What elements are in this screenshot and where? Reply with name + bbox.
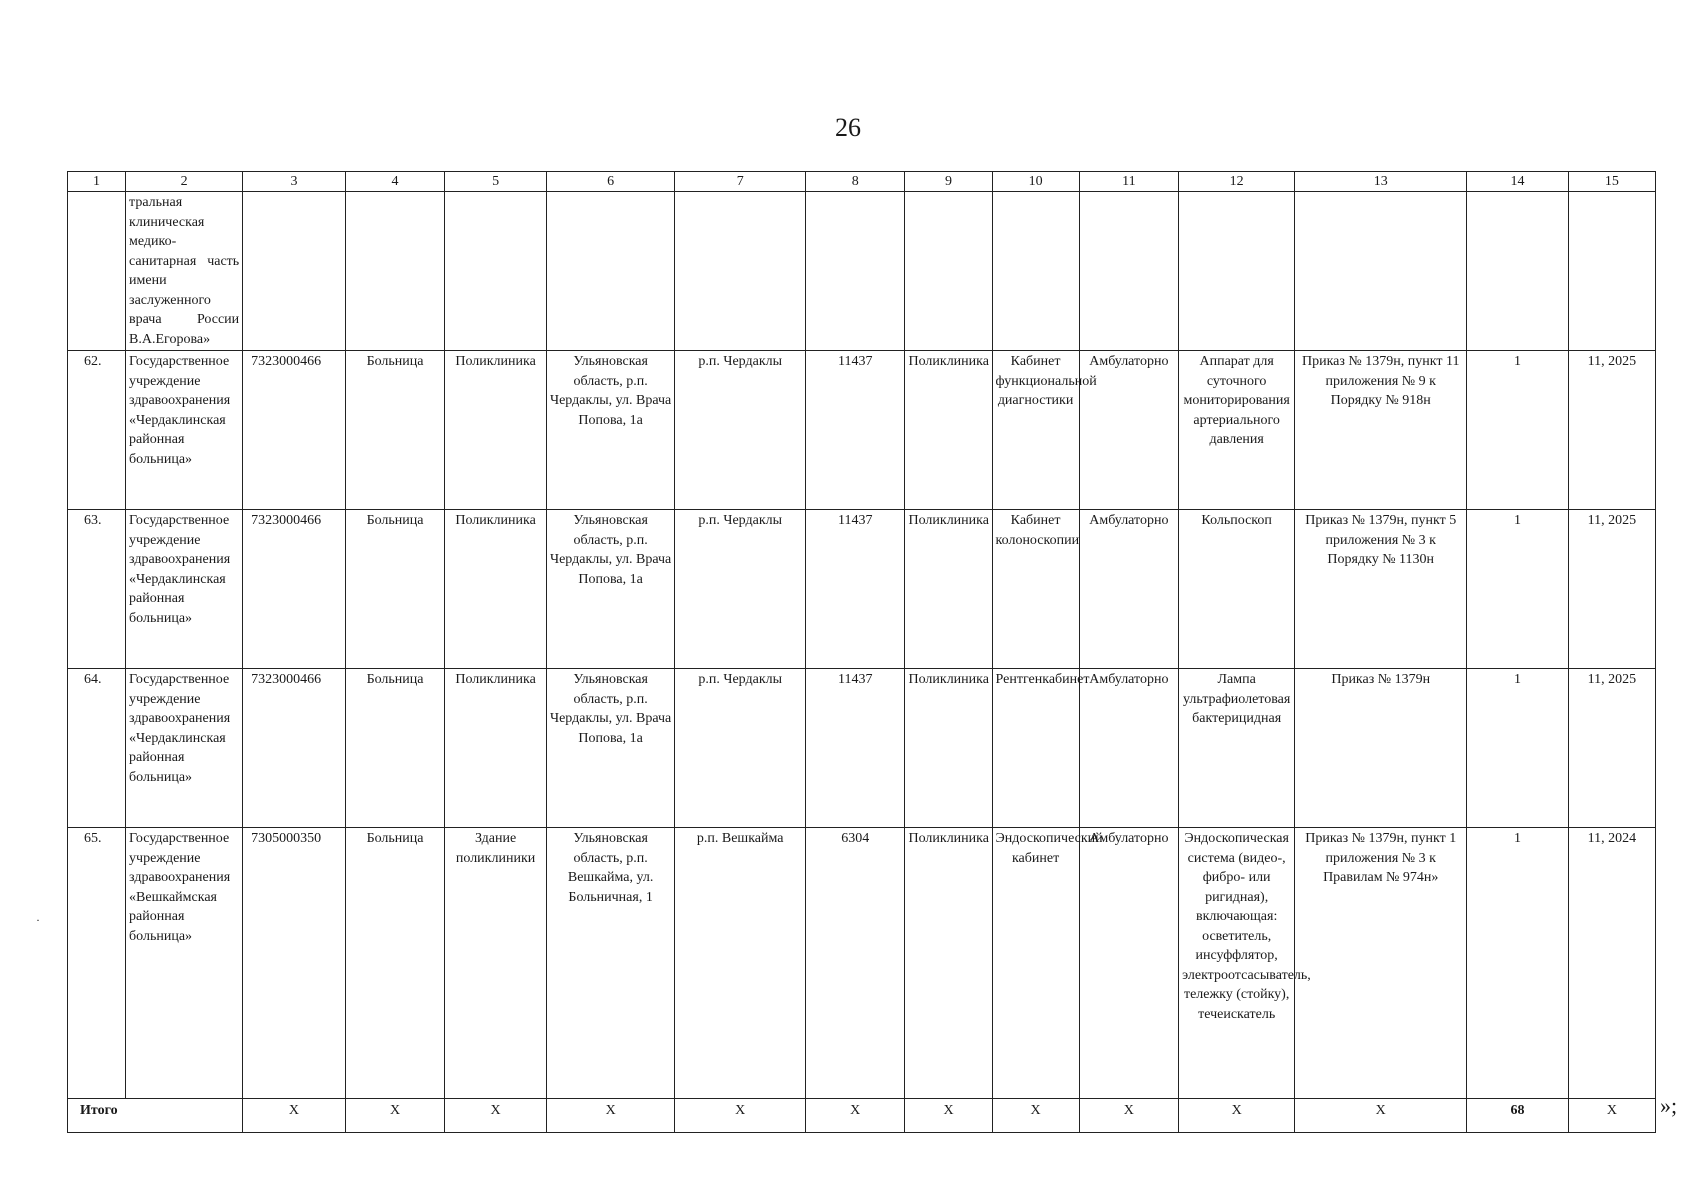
room-cell: Эндоскопический кабинет <box>992 828 1079 1099</box>
term-cell: 11, 2025 <box>1568 351 1655 510</box>
population-cell: 11437 <box>805 510 905 669</box>
care-mode-cell: Амбулаторно <box>1079 828 1179 1099</box>
total-x-cell: Х <box>1179 1099 1295 1133</box>
locality-cell: р.п. Чердаклы <box>675 510 806 669</box>
building-cell: Поликлиника <box>445 669 547 828</box>
quantity-cell: 1 <box>1467 351 1569 510</box>
address-cell: Ульяновская область, р.п. Чердаклы, ул. Врача Попова, 1а <box>546 669 675 828</box>
care-mode-cell: Амбулаторно <box>1079 351 1179 510</box>
column-header: 7 <box>675 172 806 192</box>
total-row <box>68 1099 1656 1133</box>
table-row-continuation <box>68 192 1656 351</box>
empty-cell <box>805 192 905 351</box>
locality-cell: р.п. Вешкайма <box>675 828 806 1099</box>
empty-cell <box>905 192 992 351</box>
column-header: 15 <box>1568 172 1655 192</box>
total-x-cell: Х <box>1079 1099 1179 1133</box>
column-header: 6 <box>546 172 675 192</box>
total-x-cell: Х <box>546 1099 675 1133</box>
column-header: 2 <box>126 172 243 192</box>
table-row <box>68 828 1656 1099</box>
legal-basis-cell: Приказ № 1379н, пункт 1 приложения № 3 к Правилам № 974н» <box>1295 828 1467 1099</box>
empty-cell <box>1568 192 1655 351</box>
column-header: 14 <box>1467 172 1569 192</box>
total-x-cell: Х <box>905 1099 992 1133</box>
building-cell: Здание поликлиники <box>445 828 547 1099</box>
row-number-cell: 65. <box>68 828 126 1099</box>
equipment-cell: Кольпоскоп <box>1179 510 1295 669</box>
population-cell: 6304 <box>805 828 905 1099</box>
equipment-cell: Лампа ультрафиолетовая бактерицидная <box>1179 669 1295 828</box>
care-mode-cell: Амбулаторно <box>1079 669 1179 828</box>
quantity-cell: 1 <box>1467 669 1569 828</box>
total-x-cell: Х <box>992 1099 1079 1133</box>
building-cell: Поликлиника <box>445 351 547 510</box>
term-cell: 11, 2025 <box>1568 510 1655 669</box>
unit-cell: Поликлиника <box>905 510 992 669</box>
organization-name-cell: Государственное учреждение здравоохранения «Чердаклинская районная больница» <box>126 669 243 828</box>
equipment-cell: Эндоскопическая система (видео-, фибро- или ригидная), включающая: осветитель, инсуффлятор, электроотсасыватель, тележку (стойку), течеискатель <box>1179 828 1295 1099</box>
column-header: 3 <box>243 172 346 192</box>
empty-cell <box>992 192 1079 351</box>
empty-cell <box>243 192 346 351</box>
empty-cell <box>1295 192 1467 351</box>
empty-cell <box>546 192 675 351</box>
row-number-cell: 64. <box>68 669 126 828</box>
empty-cell <box>1467 192 1569 351</box>
quantity-cell: 1 <box>1467 510 1569 669</box>
institution-type-cell: Больница <box>345 351 445 510</box>
locality-cell: р.п. Чердаклы <box>675 669 806 828</box>
organization-name-cell: Государственное учреждение здравоохранения «Чердаклинская районная больница» <box>126 510 243 669</box>
inn-cell: 7323000466 <box>243 351 346 510</box>
closing-quote-mark: »; <box>1660 1093 1678 1118</box>
inn-cell: 7323000466 <box>243 510 346 669</box>
inn-cell: 7305000350 <box>243 828 346 1099</box>
room-cell: Кабинет колоноскопии <box>992 510 1079 669</box>
empty-cell <box>345 192 445 351</box>
column-header: 4 <box>345 172 445 192</box>
column-header: 11 <box>1079 172 1179 192</box>
table-row <box>68 669 1656 828</box>
institution-type-cell: Больница <box>345 828 445 1099</box>
total-x-cell: Х <box>345 1099 445 1133</box>
total-x-cell: Х <box>805 1099 905 1133</box>
row-number-cell: 63. <box>68 510 126 669</box>
table-row <box>68 510 1656 669</box>
total-x-cell: Х <box>243 1099 346 1133</box>
total-quantity-cell: 68 <box>1467 1099 1569 1133</box>
column-number-row <box>68 172 1656 192</box>
column-header: 1 <box>68 172 126 192</box>
term-cell: 11, 2025 <box>1568 669 1655 828</box>
column-header: 5 <box>445 172 547 192</box>
institution-type-cell: Больница <box>345 669 445 828</box>
care-mode-cell: Амбулаторно <box>1079 510 1179 669</box>
population-cell: 11437 <box>805 351 905 510</box>
equipment-table <box>67 171 1656 1133</box>
organization-name-cell: Государственное учреждение здравоохранения «Вешкаймская районная больница» <box>126 828 243 1099</box>
column-header: 12 <box>1179 172 1295 192</box>
unit-cell: Поликлиника <box>905 828 992 1099</box>
inn-cell: 7323000466 <box>243 669 346 828</box>
address-cell: Ульяновская область, р.п. Вешкайма, ул. Больничная, 1 <box>546 828 675 1099</box>
page-number: 26 <box>835 113 861 142</box>
organization-name-cell: Государственное учреждение здравоохранения «Чердаклинская районная больница» <box>126 351 243 510</box>
total-label: Итого <box>68 1099 243 1133</box>
building-cell: Поликлиника <box>445 510 547 669</box>
legal-basis-cell: Приказ № 1379н, пункт 11 приложения № 9 к Порядку № 918н <box>1295 351 1467 510</box>
row-number-cell <box>68 192 126 351</box>
column-header: 9 <box>905 172 992 192</box>
column-header: 13 <box>1295 172 1467 192</box>
total-x-cell: Х <box>1568 1099 1655 1133</box>
scan-artifact-mark: · <box>36 913 40 927</box>
column-header: 10 <box>992 172 1079 192</box>
total-x-cell: Х <box>1295 1099 1467 1133</box>
total-x-cell: Х <box>675 1099 806 1133</box>
quantity-cell: 1 <box>1467 828 1569 1099</box>
equipment-cell: Аппарат для суточного мониторирования артериального давления <box>1179 351 1295 510</box>
unit-cell: Поликлиника <box>905 351 992 510</box>
column-header: 8 <box>805 172 905 192</box>
population-cell: 11437 <box>805 669 905 828</box>
address-cell: Ульяновская область, р.п. Чердаклы, ул. Врача Попова, 1а <box>546 351 675 510</box>
institution-type-cell: Больница <box>345 510 445 669</box>
table-row <box>68 351 1656 510</box>
organization-name-cell: тральная клиническая медико-санитарная часть имени заслуженного врача России В.А.Егорова» <box>126 192 243 351</box>
room-cell: Кабинет функциональной диагностики <box>992 351 1079 510</box>
term-cell: 11, 2024 <box>1568 828 1655 1099</box>
room-cell: Рентгенкабинет <box>992 669 1079 828</box>
locality-cell: р.п. Чердаклы <box>675 351 806 510</box>
address-cell: Ульяновская область, р.п. Чердаклы, ул. Врача Попова, 1а <box>546 510 675 669</box>
legal-basis-cell: Приказ № 1379н, пункт 5 приложения № 3 к Порядку № 1130н <box>1295 510 1467 669</box>
legal-basis-cell: Приказ № 1379н <box>1295 669 1467 828</box>
total-x-cell: Х <box>445 1099 547 1133</box>
unit-cell: Поликлиника <box>905 669 992 828</box>
empty-cell <box>675 192 806 351</box>
row-number-cell: 62. <box>68 351 126 510</box>
empty-cell <box>1079 192 1179 351</box>
empty-cell <box>1179 192 1295 351</box>
empty-cell <box>445 192 547 351</box>
